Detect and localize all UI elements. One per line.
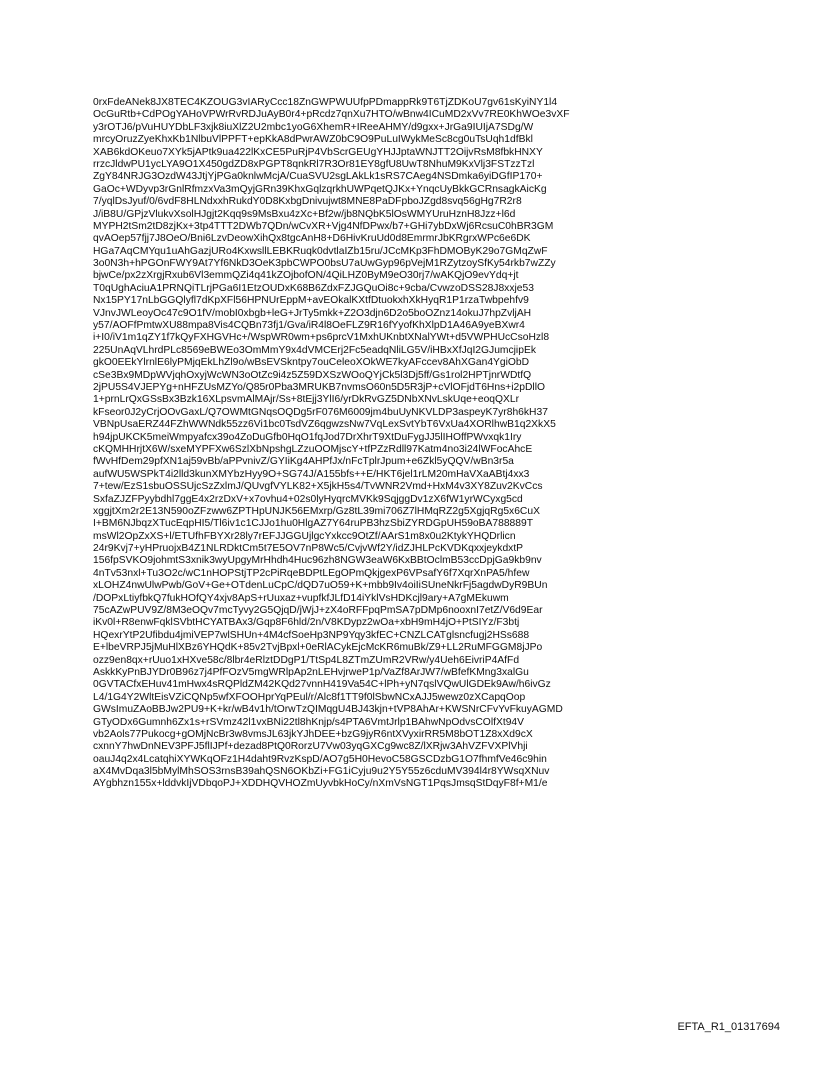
text-line: oauJ4q2x4LcatqhiXYWKqOFz1H4daht9RvzKspD/AO7g5H0HevoC58GSCDzbG1O7fhmfVe46c9hin xyxy=(93,753,547,765)
text-line: 4nTv53nxl+Tu3O2c/wC1nHOPStjTP2cPiRqeBDPtLEgOPmQkjgexP6VPsafY6f7XqrXnPA5/hfew xyxy=(93,567,530,579)
text-line: MYPH2tSm2tD8zjKx+3tp4TTT2DWb7QDn/wCvXR+Vjg4NfDPwx/b7+GHi7ybDxWj6RcsuC0hBR3GM xyxy=(93,220,554,232)
text-line: i+I0/iV1m1qZY1f7kQyFXHGVHc+/WspWR0wm+ps6prcV1MxhUKnbtXNalYWt+d5VWPHUcCsoHzl8 xyxy=(93,332,550,344)
text-line: L4/1G4Y2WltEisVZiCQNp5wfXFOOHprYqPEul/r/Alc8f1TT9f0lSbwNCxAJJ5wewz0zXCapqOop xyxy=(93,691,526,703)
text-line: SxfaZJZFPyybdhl7ggE4x2rzDxV+x7ovhu4+02s0lyHyqrcMVKk9SqjggDv1zX6fW1yrWCyxg5cd xyxy=(93,493,523,505)
text-line: xLOHZ4nwUlwPwb/GoV+Ge+OTdenLuCpC/dQD7uO59+K+mbb9Iv4oiIiSUneNkrFj5agdwDyR9BUn xyxy=(93,580,548,592)
text-line: msWl2OpZxXS+l/ETUfhFBYXr28ly7rEFJJGGUjlgcYxkcc9OtZf/AArS1m8x0u2KtykYHQDrlicn xyxy=(93,530,516,542)
text-line: 0GVTACfxEHuv41mHwx4sRQPldZM42KQd27vnnH419Va54C+lPh+yN7qslVQwUlGDEk9Aw/h6ivGz xyxy=(93,679,551,691)
text-line: HGa7AqCMYqu1uAhGazjURo4KxwsllLEBKRuqk0dvtlaIZb15ru/JCcMKp3FhDMOByK29o7GMqZwF xyxy=(93,245,548,257)
text-line: I+BM6NJbqzXTucEqpHI5/Tl6iv1c1CJJo1hu0HlgAZ7Y64ruPB3hzSbiZYRDGpUH59oBA788889T xyxy=(93,518,534,530)
text-line: VBNpUsaERZ44FZhWWNdk55zz6Vi1bc0TsdVZ6qgwzsNw7VqLexSvtYbT6VxUa4XORlhwB1q2XkX5 xyxy=(93,419,556,431)
text-line: 2jPU5S4VJEPYg+nHFZUsMZYo/Q85r0Pba3MRUKB7nvmsO60n5D5R3jP+cVlOFjdT6Hns+i2pDllO xyxy=(93,381,546,393)
text-line: aufWU5WSPkT4i2lld3kunXMYbzHyy9O+SG74J/A155bfs++E/HKT6jel1rLM20mHaVXaABtj4xx3 xyxy=(93,468,530,480)
text-line: 156fpSVKO9johmtS3xnik3wyUpgyMrHhdh4Huc96zh8NGW3eaW6KxBBtOclmB53ccDpjGa9kb9nv xyxy=(93,555,542,567)
text-line: VJnvJWLeoyOc47c9O1fV/mobI0xbgb+leG+JrTy5mkk+Z2O3djn6D2o5boOZnz14okuJ7hpZvljAH xyxy=(93,307,532,319)
text-line: vb2Aols77Pukocg+gOMjNcBr3w8vmsJL63jkYJhDEE+bzG9jyR6ntXVyxirRR5M8bOT1Z8xXd9cX xyxy=(93,728,533,740)
text-line: xggjtXm2r2E13N590oZFzww6ZPTHpUNJK56EMxrp/Gz8tL39mi706Z7lHMqRZ2g5XgjqRg5x6CuX xyxy=(93,505,540,517)
text-line: 7+tew/EzS1sbuOSSUjcSzZxlmJ/QUvgfVYLK82+X5jkH5s4/TvWNR2Vmd+HxM4v3XY8Zuv2KvCcs xyxy=(93,481,543,493)
text-line: cSe3Bx9MDpWVjqhOxyjWcWN3oOtZc9i4z5Z59DXSzWOoQYjCk5l3Dj5ff/Gs1rol2HPTjnrWDtfQ xyxy=(93,369,532,381)
text-line: AYgbhzn155x+lddvkIjVDbqoPJ+XDDHQVHOZmUyvbkHoCy/nXmVsNGT1PqsJmsqStDqyF8f+M1/e xyxy=(93,778,548,790)
text-line: 7/yqlDsJyuf/0/6vdF8HLNdxxhRukdY0D8KxbgDnivujwt8MNE8PaDFpboJZgd8svq56gHg7R2r8 xyxy=(93,196,522,208)
text-line: Nx15PY17nLbGGQlyfl7dKpXFl56HPNUrEppM+avEOkalKXtfDtuokxhXkHyqR1P1rzaTwbpehfv9 xyxy=(93,295,529,307)
text-line: 24r9Kvj7+yHPruojxB4Z1NLRDktCm5t7E5OV7nP8Wc5/CvjvWf2Y/idZJHLPcKVDKqxxjeykdxtP xyxy=(93,543,524,555)
document-id-label: EFTA_R1_01317694 xyxy=(677,1021,780,1033)
text-line: HQexrYtP2Ufibdu4jmiVEP7wlSHUn+4M4cfSoeHp3NP9Yqy3kfEC+CNZLCATglsncfugj2HSs688 xyxy=(93,629,530,641)
text-line: fWvHfDem29pfXN1aj59vBb/aPPvnivZ/GYIiKg4AHPfJx/nFcTplrJpum+e6Zkl5yQQV/wBn3r5a xyxy=(93,456,514,468)
text-line: XAB6kdOKeuo7XYk5jAPtk9ua422lKxCE5PuRjP4VbScrGEUgYHJJptaWNJTT2OijvRsM8fbkHNXY xyxy=(93,146,543,158)
text-line: gkO0EEkYlrnlE6lyPMjqEkLhZl9o/wBsEVSkntpy7ouCeleoXOkWE7kyAFccev8AhXGan4YgiObD xyxy=(93,357,530,369)
text-line: aX4MvDqa3l5bMylMhSOS3rnsB39ahQSN6OKbZi+FG1iCyju9u2Y5Y55z6cduMV394l4r8YWsqXNuv xyxy=(93,766,550,778)
text-line: iKv0l+R8enwFqklSVbtHCYATBAx3/Gqp8F6hld/2n/V8KDypz2wOa+xbH9mH4jO+PtSIYz/F3btj xyxy=(93,617,520,629)
text-line: bjwCe/px2zXrgjRxub6Vl3emmQZi4q41kZOjbofON/4QiLHZ0ByM9eO30rj7/wAKQjO9evYdq+jt xyxy=(93,270,519,282)
text-line: OcGuRtb+CdPOgYAHoVPWrRvRDJuAyB0r4+pRcdz7qnXu7HTO/wBnw4ICuMD2xVv7RE0KhWOe3vXF xyxy=(93,109,570,121)
text-line: h94jpUKCK5meiWmpyafcx39o4ZoDuGfb0HqO1fqJod7DrXhrT9XtDuFygJJ5lIHOffPWvxqk1Iry xyxy=(93,431,522,443)
text-line: 1+prnLrQxGSsBx3Bzk16XLpsvmAlMAjr/Ss+8tEjj3YlI6/yrDkRvGZ5DNbXNvLskUqe+eoqQXLr xyxy=(93,394,520,406)
text-line: E+lbeVRPJ5jMuHlXBz6YHQdK+85v2TvjBpxl+0eRlACykEjcMcKR6muBk/Z9+LL2RuMFGGM8jJPo xyxy=(93,642,543,654)
text-line: cxnnY7hwDnNEV3PFJ5flIJPf+dezad8PtQ0RorzU7Vw03yqGXCg9wc8Z/lXRjw3AhVZFVXPlVhji xyxy=(93,741,528,753)
text-line: ZgY84NRJG3OzdW43JtjYjPGa0knlwMcjA/CuaSVU2sgLAkLk1sRS7CAeg4NSDmka6yiDGfIP170+ xyxy=(93,171,543,183)
text-line: 225UnAqVLhrdPLc8569eBWEo3OmMmY9x4dVMCErj2Fc5eadqNliLG5V/iHBxXfJqI2GJumcjipEk xyxy=(93,344,536,356)
text-line: GTyODx6Gumnh6Zx1s+rSVmz42l1vxBNi22tl8hKnjp/s4PTA6VmtJrlp1BAhwNpOdvsCOlfXt94V xyxy=(93,716,525,728)
encoded-text-block xyxy=(93,97,733,791)
text-line: T0qUghAciuA1PRNQiTLrjPGa6I1EtzOUDxK68B6ZdxFZJGQuOi8c+9cba/CvwzoDSS28J8xxje53 xyxy=(93,282,534,294)
text-line: cKQMHHrjtX6W/sxeMYPFXw6SzlXbNpshgLZzuOOMjscY+tfPZzRdll97Katm4no3i24lWFocAhcE xyxy=(93,443,533,455)
text-line: rrzcJldwPU1ycLYA9O1X450gdZD8xPGPT8qnkRl7R3Or81EY8gfU8UwT8NhuM9KxVlj3FSTzzTzl xyxy=(93,158,535,170)
text-line: mrcyOruzZyeKhxKb1NlbuVlPPFT+epKkA8dPwrAWZ0bC9O9PuLuIWykMeSc8cg0uTsUqh1dfBkl xyxy=(93,134,533,146)
text-line: y3rOTJ6/pVuHUYDbLF3xjk8iuXlZ2U2mbc1yoG6XhemR+IReeAHMY/d9gxx+JrGa9IUIjA7SDg/W xyxy=(93,121,534,133)
text-line: /DOPxLtiyfbkQ7fukHOfQY4xjv8ApS+rUuxaz+vupfkfJLfD14iYklVsHDKcjl9ary+A7gMEkuwm xyxy=(93,592,509,604)
text-line: y57/AOFfPmtwXU88mpa8Vis4CQBn73fj1/Gva/iR4l8OeFLZ9R16fYyofKhXlpD1A46A9yeBXwr4 xyxy=(93,320,525,332)
text-line: qvAOep57fjj7J8OeO/Bni6LzvDeowXihQx8tgcAnH8+D6HivKruUd0d8EmrmrJbKRgrxWPc6e6DK xyxy=(93,233,531,245)
text-line: ozz9en8qx+rUuo1xHXve58c/8lbr4eRlztDDgP1/TtSp4L8ZTmZUmR2VRw/y4Ueh6EivriP4AfFd xyxy=(93,654,520,666)
text-line: 75cAZwPUV9Z/8M3eOQv7mcTyvy2G5QjqD/jWjJ+zX4oRFFpqPmSA7pDMp6nooxnI7etZ/V6d9Ear xyxy=(93,605,543,617)
text-line: 3o0N3h+hPGOnFWY9At7Yf6NkD3OeK3pbCWPO0bsU7aUwGyp96pVejM1RZytzoySfKy54rkb7wZZy xyxy=(93,258,556,270)
text-line: kFseor0J2yCrjOOvGaxL/Q7OWMtGNqsOQDg5rF076M6009jm4buUyNKVLDP3aspeyK7yr8h6kH37 xyxy=(93,406,548,418)
text-line: AskkKyPnBJYDr0B96z7j4PfFOzV5mgWRlpAp2nLEHvjrweP1p/VaZf8ArJW7/wBfefKMng3xalGu xyxy=(93,666,529,678)
text-line: 0rxFdeANek8JX8TEC4KZOUG3vIARyCcc18ZnGWPWUUfpPDmappRk9T6TjZDKoU7gv61sKyiNY1l4 xyxy=(93,97,558,108)
text-line: GWsImuZAoBBJw2PU9+K+kr/wB4v1h/tOrwTzQIMqgU4BJ43kjn+tVP8AhAr+KWSNrCFvYvFkuyAGMD xyxy=(93,704,563,716)
text-line: J/iB8U/GPjzVlukvXsolHJgjt2Kqq9s9MsBxu4zXc+Bf2w/jb8NQbK5lOsWMYUruHznH8Jzz+l6d xyxy=(93,208,516,220)
text-line: GaOc+WDyvp3rGnlRfmzxVa3mQyjGRn39KhxGqlzqrkhUWPqetQJKx+YnqcUyBkkGCRnsagkAicKg xyxy=(93,183,547,195)
